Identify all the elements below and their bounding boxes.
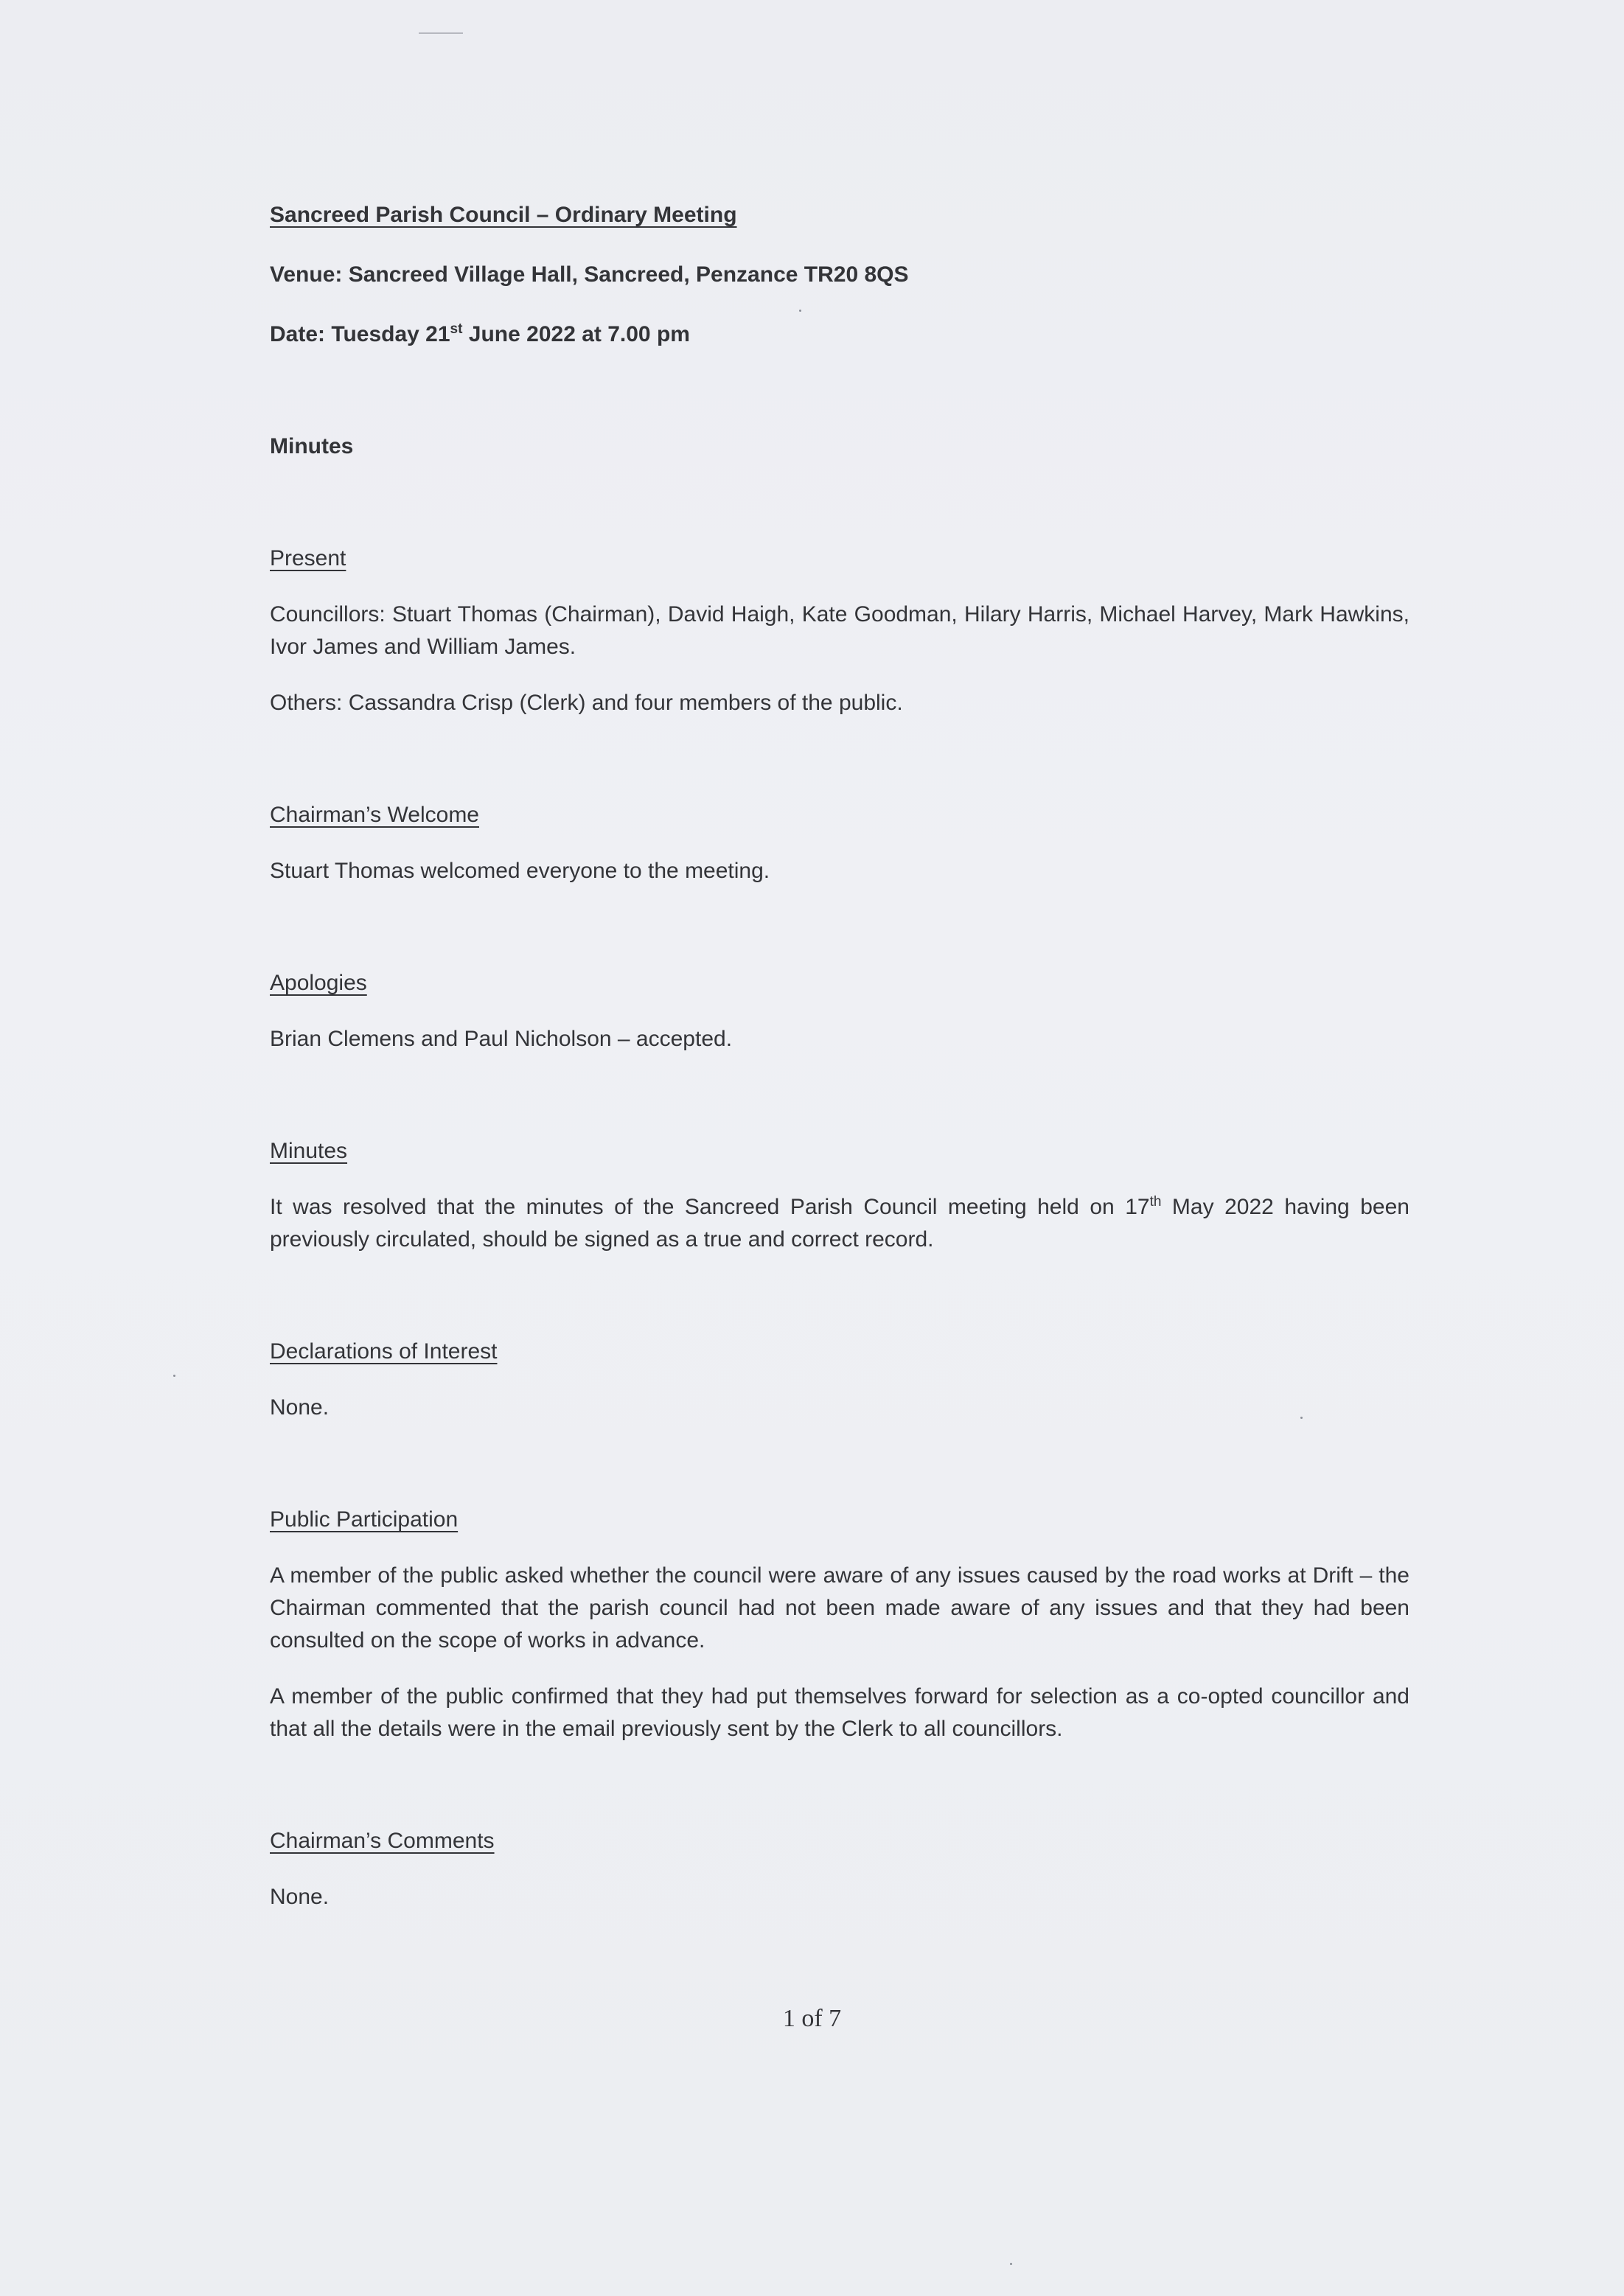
section-heading-present: Present (270, 546, 346, 570)
minutes-text-prefix: It was resolved that the minutes of the Sancreed Parish Council meeting held on 17 (270, 1195, 1150, 1219)
document-heading: Minutes (270, 434, 354, 458)
meeting-date-suffix: June 2022 at 7.00 pm (462, 322, 690, 346)
scan-mark (419, 32, 463, 34)
page-number: 1 of 7 (782, 2005, 842, 2032)
chairmans-comments-text: None. (270, 1885, 330, 1909)
declarations-text: None. (270, 1395, 330, 1420)
meeting-venue: Venue: Sancreed Village Hall, Sancreed, Penzance TR20 8QS (270, 262, 909, 287)
welcome-text: Stuart Thomas welcomed everyone to the meeting. (270, 859, 770, 883)
scan-speck (173, 1375, 175, 1377)
section-heading-apologies: Apologies (270, 971, 367, 995)
meeting-date-sup: st (450, 321, 463, 337)
minutes-text-suffix: May 2022 having been previously circulated, should be signed as a true and correct record. (270, 1195, 1409, 1252)
apologies-text: Brian Clemens and Paul Nicholson – accepted. (270, 1027, 733, 1051)
present-others: Others: Cassandra Crisp (Clerk) and four members of the public. (270, 691, 903, 715)
minutes-text (270, 1191, 1409, 1256)
public-participation-para-1: A member of the public asked whether the council were aware of any issues caused by the road works at Drift – the Chairman commented that the parish council had not been made aware of any issues and that they had been consulted on the scope of works in advance. (270, 1563, 1409, 1653)
section-heading-welcome: Chairman’s Welcome (270, 803, 479, 827)
meeting-title: Sancreed Parish Council – Ordinary Meeting (270, 203, 737, 227)
section-heading-minutes: Minutes (270, 1139, 348, 1163)
minutes-text-sup: th (1149, 1194, 1162, 1210)
document-body (270, 199, 1409, 1913)
section-heading-chairmans-comments: Chairman’s Comments (270, 1829, 495, 1853)
public-participation-para-2: A member of the public confirmed that they had put themselves forward for selection as a co-opted councillor and that all the details were in the email previously sent by the Clerk to all councillors. (270, 1684, 1409, 1741)
section-heading-declarations: Declarations of Interest (270, 1339, 498, 1364)
scan-speck (1010, 2263, 1012, 2265)
meeting-date (270, 318, 1409, 351)
meeting-date-prefix: Date: Tuesday 21 (270, 322, 450, 346)
section-heading-public-participation: Public Participation (270, 1507, 459, 1532)
present-councillors: Councillors: Stuart Thomas (Chairman), David Haigh, Kate Goodman, Hilary Harris, Michael Harvey, Mark Hawkins, Ivor James and William James. (270, 602, 1409, 659)
